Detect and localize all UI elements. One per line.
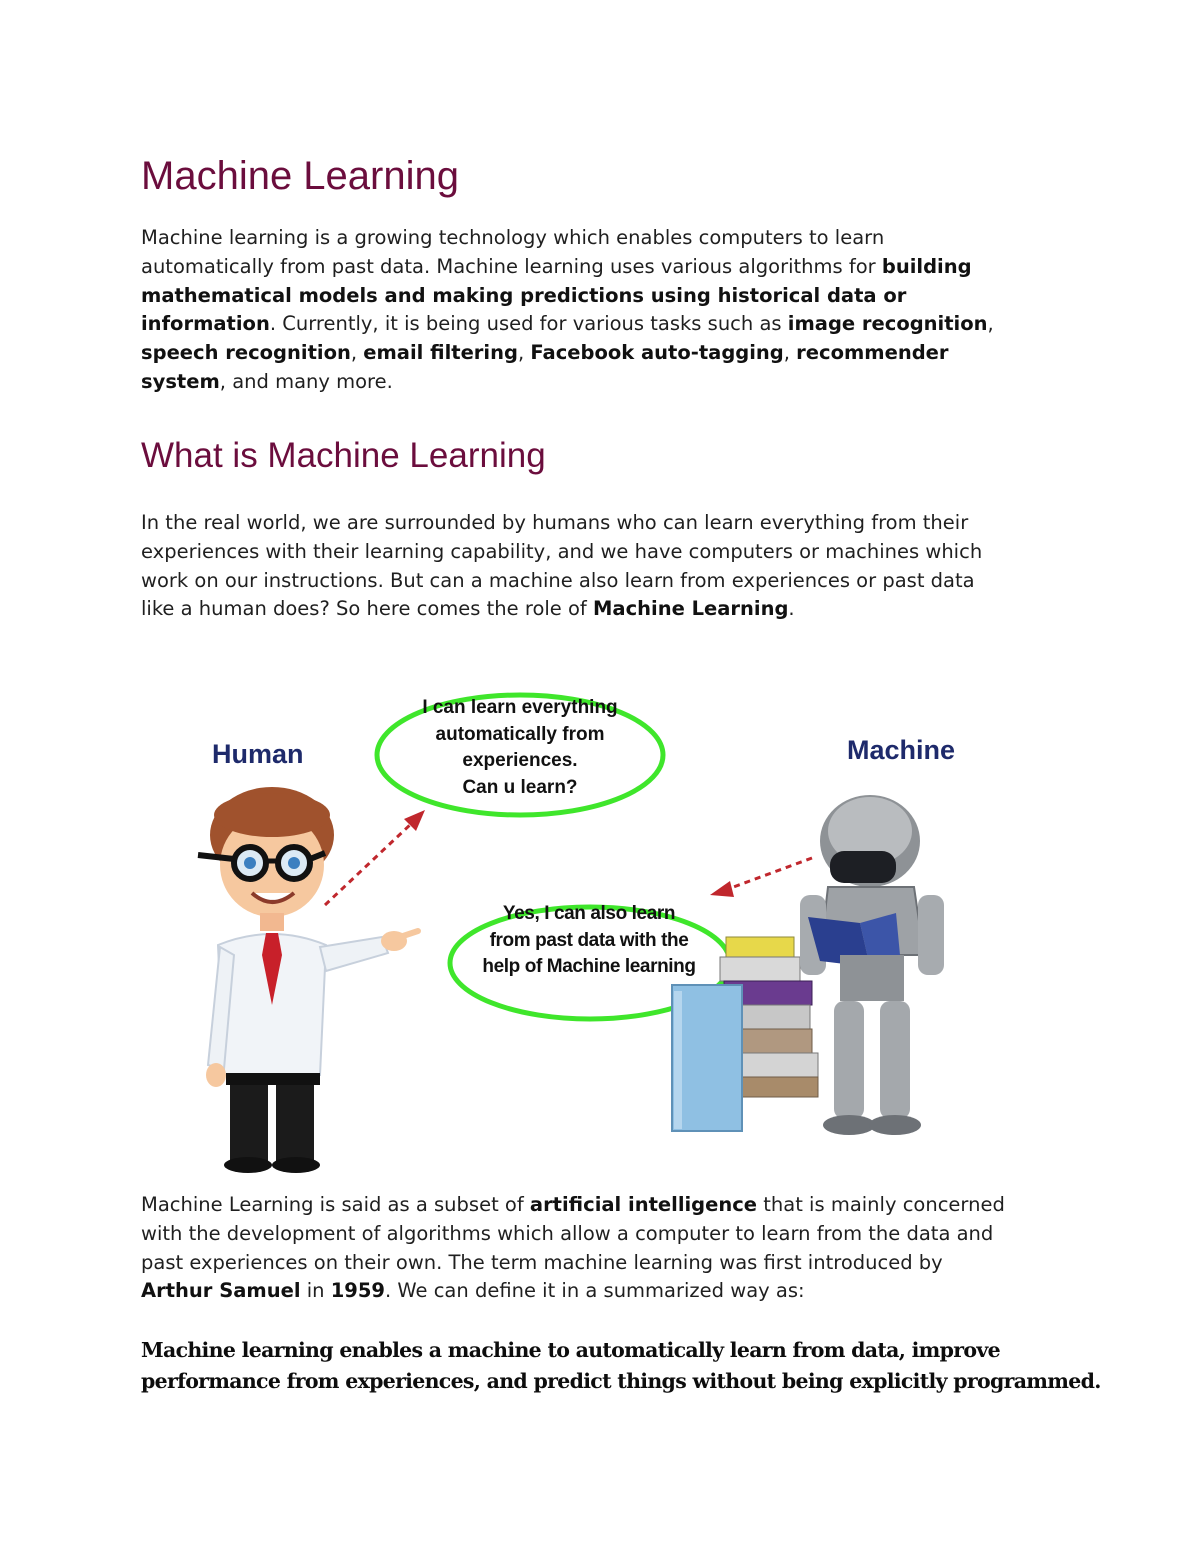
text-run: work on our instructions. But can a machine also learn from experiences or past data (141, 568, 975, 592)
definition-line: Machine learning enables a machine to automatically learn from data, improve (141, 1338, 1000, 1362)
human-bubble-text (402, 695, 638, 801)
text-run: , (987, 312, 994, 336)
bold-term: Machine Learning (593, 597, 789, 621)
section-heading: What is Machine Learning (141, 436, 546, 475)
human-bubble-line: automatically from (435, 723, 605, 745)
text-run: with the development of algorithms which allow a computer to learn from the data and (141, 1221, 994, 1245)
page-title: Machine Learning (141, 154, 459, 198)
bold-term: mathematical models and making predictions using historical data or (141, 283, 907, 307)
paragraph-line (141, 1220, 1061, 1249)
bold-term: information (141, 312, 270, 336)
human-bubble-line: Can u learn? (462, 776, 578, 798)
bold-term: email filtering (363, 341, 518, 365)
paragraph-line (141, 595, 1061, 624)
bold-term: image recognition (787, 312, 988, 336)
human-bubble-line: I can learn everything (422, 697, 618, 718)
text-run: experiences with their learning capability, and we have computers or machines which (141, 539, 983, 563)
paragraph-line (141, 339, 1061, 368)
paragraph-line (141, 1277, 1061, 1306)
paragraph-line (141, 282, 1061, 311)
human-figure (198, 787, 418, 1173)
text-run: , (350, 341, 364, 365)
machine-bubble-line: Yes, I can also learn (502, 903, 676, 924)
machine-bubble-text (462, 901, 716, 981)
human-bubble-line: experiences. (462, 750, 578, 771)
bold-term: system (141, 369, 220, 393)
paragraph-line (141, 368, 1061, 397)
text-run: , (783, 341, 797, 365)
text-run: . Currently, it is being used for various tasks such as (269, 312, 788, 336)
paragraph-line (141, 1191, 1061, 1220)
bold-term: 1959 (330, 1279, 385, 1303)
human-label: Human (212, 739, 304, 769)
robot-figure (800, 795, 944, 1135)
human-vs-machine-illustration (180, 655, 1000, 1175)
arrow-machine-to-bubble (728, 858, 812, 889)
text-run: . We can define it in a summarized way as: (384, 1279, 805, 1303)
intro-paragraph (141, 224, 1061, 397)
definition-quote (141, 1335, 1101, 1396)
definition-line: performance from experiences, and predict things without being explicitly programmed. (141, 1368, 1101, 1393)
paragraph-line (141, 253, 1061, 282)
section-paragraph (141, 509, 1061, 624)
machine-bubble-line: from past data with the (489, 929, 689, 951)
paragraph-line (141, 310, 1061, 339)
text-run: , and many more. (219, 369, 393, 393)
bold-term: Facebook auto-tagging (530, 341, 784, 365)
text-run: automatically from past data. Machine learning uses various algorithms for (141, 254, 882, 278)
machine-bubble-line: help of Machine learning (482, 956, 696, 977)
bold-term: speech recognition (141, 341, 351, 365)
text-run: , (517, 341, 531, 365)
bold-term: Arthur Samuel (141, 1279, 301, 1303)
paragraph-line (141, 567, 1061, 596)
text-run: like a human does? So here comes the role of (141, 597, 593, 621)
paragraph-line (141, 1249, 1061, 1278)
text-run: in (300, 1279, 331, 1303)
subset-paragraph (141, 1191, 1061, 1306)
bold-term: building (881, 254, 972, 278)
text-run: that is mainly concerned (757, 1193, 1005, 1216)
machine-label: Machine (847, 735, 956, 765)
text-run: past experiences on their own. The term machine learning was first introduced by (141, 1250, 943, 1274)
arrow-human-to-bubble (325, 823, 412, 905)
text-run: Machine Learning is said as a subset of (141, 1193, 530, 1216)
text-run: Machine learning is a growing technology which enables computers to learn (141, 226, 885, 249)
paragraph-line (141, 509, 1061, 538)
paragraph-line (141, 538, 1061, 567)
bold-term: artificial intelligence (529, 1193, 758, 1216)
bold-term: recommender (796, 341, 949, 365)
paragraph-line (141, 224, 1061, 253)
text-run: In the real world, we are surrounded by humans who can learn everything from their (141, 511, 969, 534)
text-run: . (788, 597, 795, 621)
